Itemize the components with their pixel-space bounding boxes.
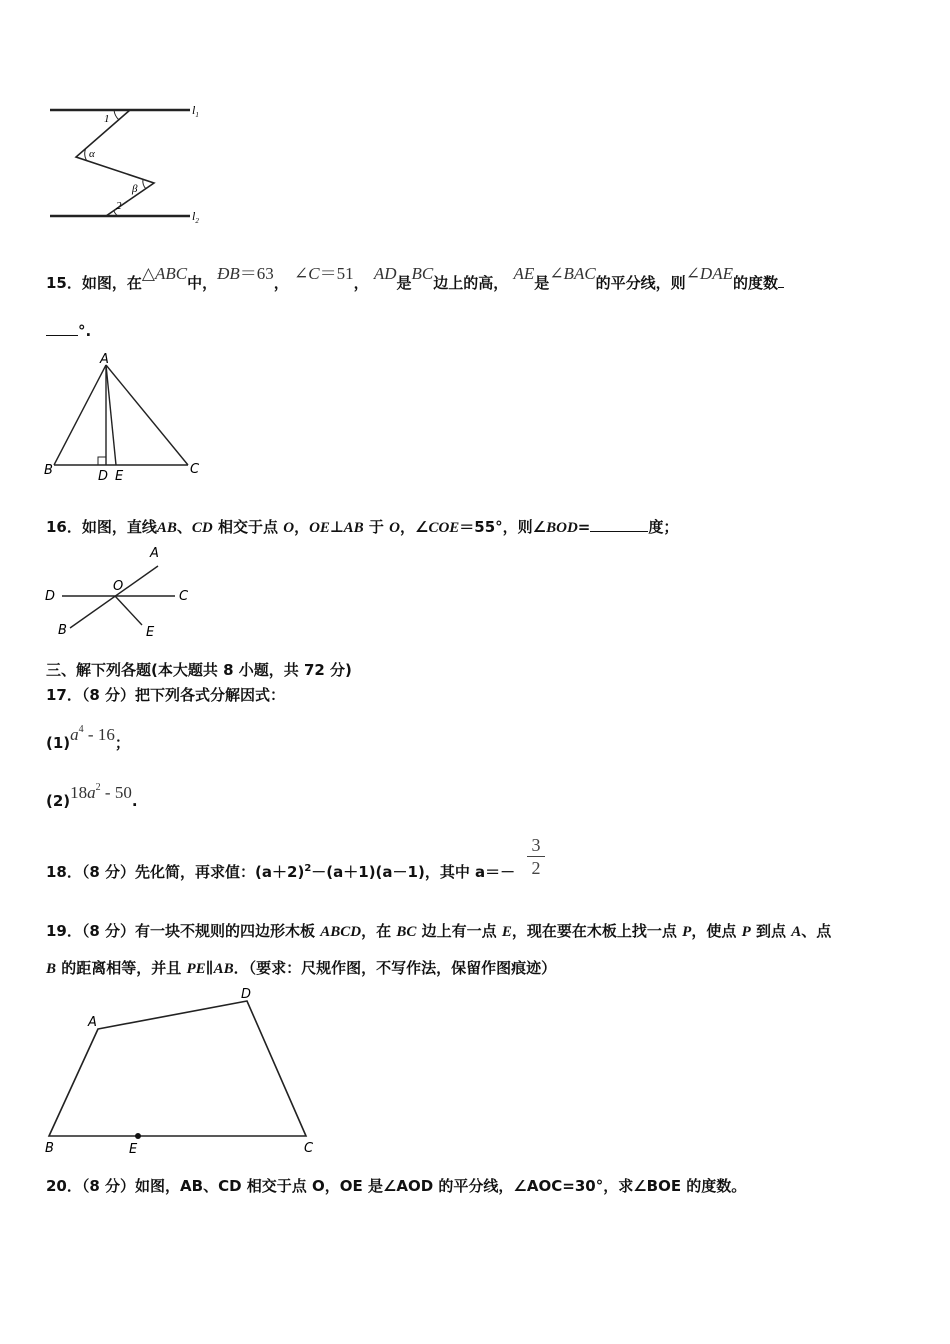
question-16: 16．如图，直线AB、CD 相交于点 O，OE⊥AB 于 O，∠COE＝55°，则∠BOD= 度； — [46, 518, 679, 536]
question-17-part-1: $(1)a^4 - 16$； — [46, 724, 130, 752]
question-15: 15．如图，在△ABC中，ÐB＝63， ∠C＝51， AD是BC边上的高， AE是∠BAC的平分线，则∠DAE的度数 — [46, 266, 784, 300]
arc-alpha — [85, 148, 87, 161]
label-o: O — [113, 579, 124, 594]
question-20: 20．（8 分）如图，AB、CD 相交于点 O，OE 是∠AOD 的平分线，∠AOC=30°，求∠BOE 的度数。 — [46, 1177, 747, 1195]
answer-blank-15a[interactable] — [778, 287, 784, 288]
label-b: B — [45, 1141, 54, 1156]
right-angle-mark — [98, 457, 106, 465]
label-c: C — [179, 589, 189, 604]
question-19-line-1: 19．（8 分）有一块不规则的四边形木板 ABCD，在 BC 边上有一点 E，现在要在木板上找一点 P，使点 P 到点 A、点 — [46, 922, 832, 940]
label-a: A — [88, 1015, 97, 1030]
figure-triangle-abc — [40, 350, 210, 485]
answer-blank-15b[interactable] — [46, 335, 78, 336]
vertex-a: A — [100, 352, 109, 367]
point-e: E — [115, 469, 124, 484]
label-beta: β — [132, 183, 138, 195]
label-d: D — [241, 987, 252, 1002]
label-e: E — [146, 625, 155, 640]
label-l1: $l_1$ — [192, 103, 199, 119]
question-17-title: 17．（8 分）把下列各式分解因式： — [46, 686, 286, 704]
label-d: D — [45, 589, 56, 604]
point-d: D — [98, 469, 109, 484]
label-e: E — [129, 1142, 138, 1157]
point-e-dot — [135, 1133, 141, 1139]
fraction-numerator: 3 — [531, 835, 541, 855]
figure-intersecting-lines — [40, 540, 200, 640]
question-18: 18．（8 分）先化简，再求值：$(a+2)^2-(a+1)(a-1)$，其中 a＝－ — [46, 863, 516, 881]
question-19-line-2: B 的距离相等，并且 PE∥AB．（要求：尺规作图，不写作法，保留作图痕迹） — [46, 959, 557, 977]
figure-parallel-lines — [40, 95, 220, 230]
fraction-bar — [527, 856, 545, 857]
zigzag-line — [76, 110, 154, 216]
answer-blank-16[interactable] — [590, 531, 648, 532]
label-b: B — [58, 623, 67, 638]
side-ac — [106, 365, 188, 465]
fraction-3-2 — [527, 835, 545, 878]
label-angle-1: 1 — [104, 113, 110, 125]
line-ab — [70, 566, 158, 628]
label-c: C — [304, 1141, 314, 1156]
arc-angle-1 — [114, 110, 119, 120]
ray-oe — [115, 596, 142, 625]
figure-quadrilateral-abcd — [40, 982, 330, 1162]
fraction-denominator: 2 — [531, 858, 541, 878]
vertex-c: C — [190, 462, 200, 477]
label-alpha: α — [89, 148, 95, 160]
side-ab — [54, 365, 106, 465]
label-angle-2: 2 — [116, 200, 122, 212]
label-a: A — [150, 546, 159, 561]
section-3-heading: 三、解下列各题(本大题共 8 小题，共 72 分) — [46, 661, 352, 679]
bisector-ae — [106, 365, 116, 465]
vertex-b: B — [44, 463, 53, 478]
question-15-end: °. — [46, 322, 91, 340]
label-l2: $l_2$ — [192, 209, 199, 225]
question-17-part-2: $(2)18a^2 - 50$. — [46, 782, 138, 810]
